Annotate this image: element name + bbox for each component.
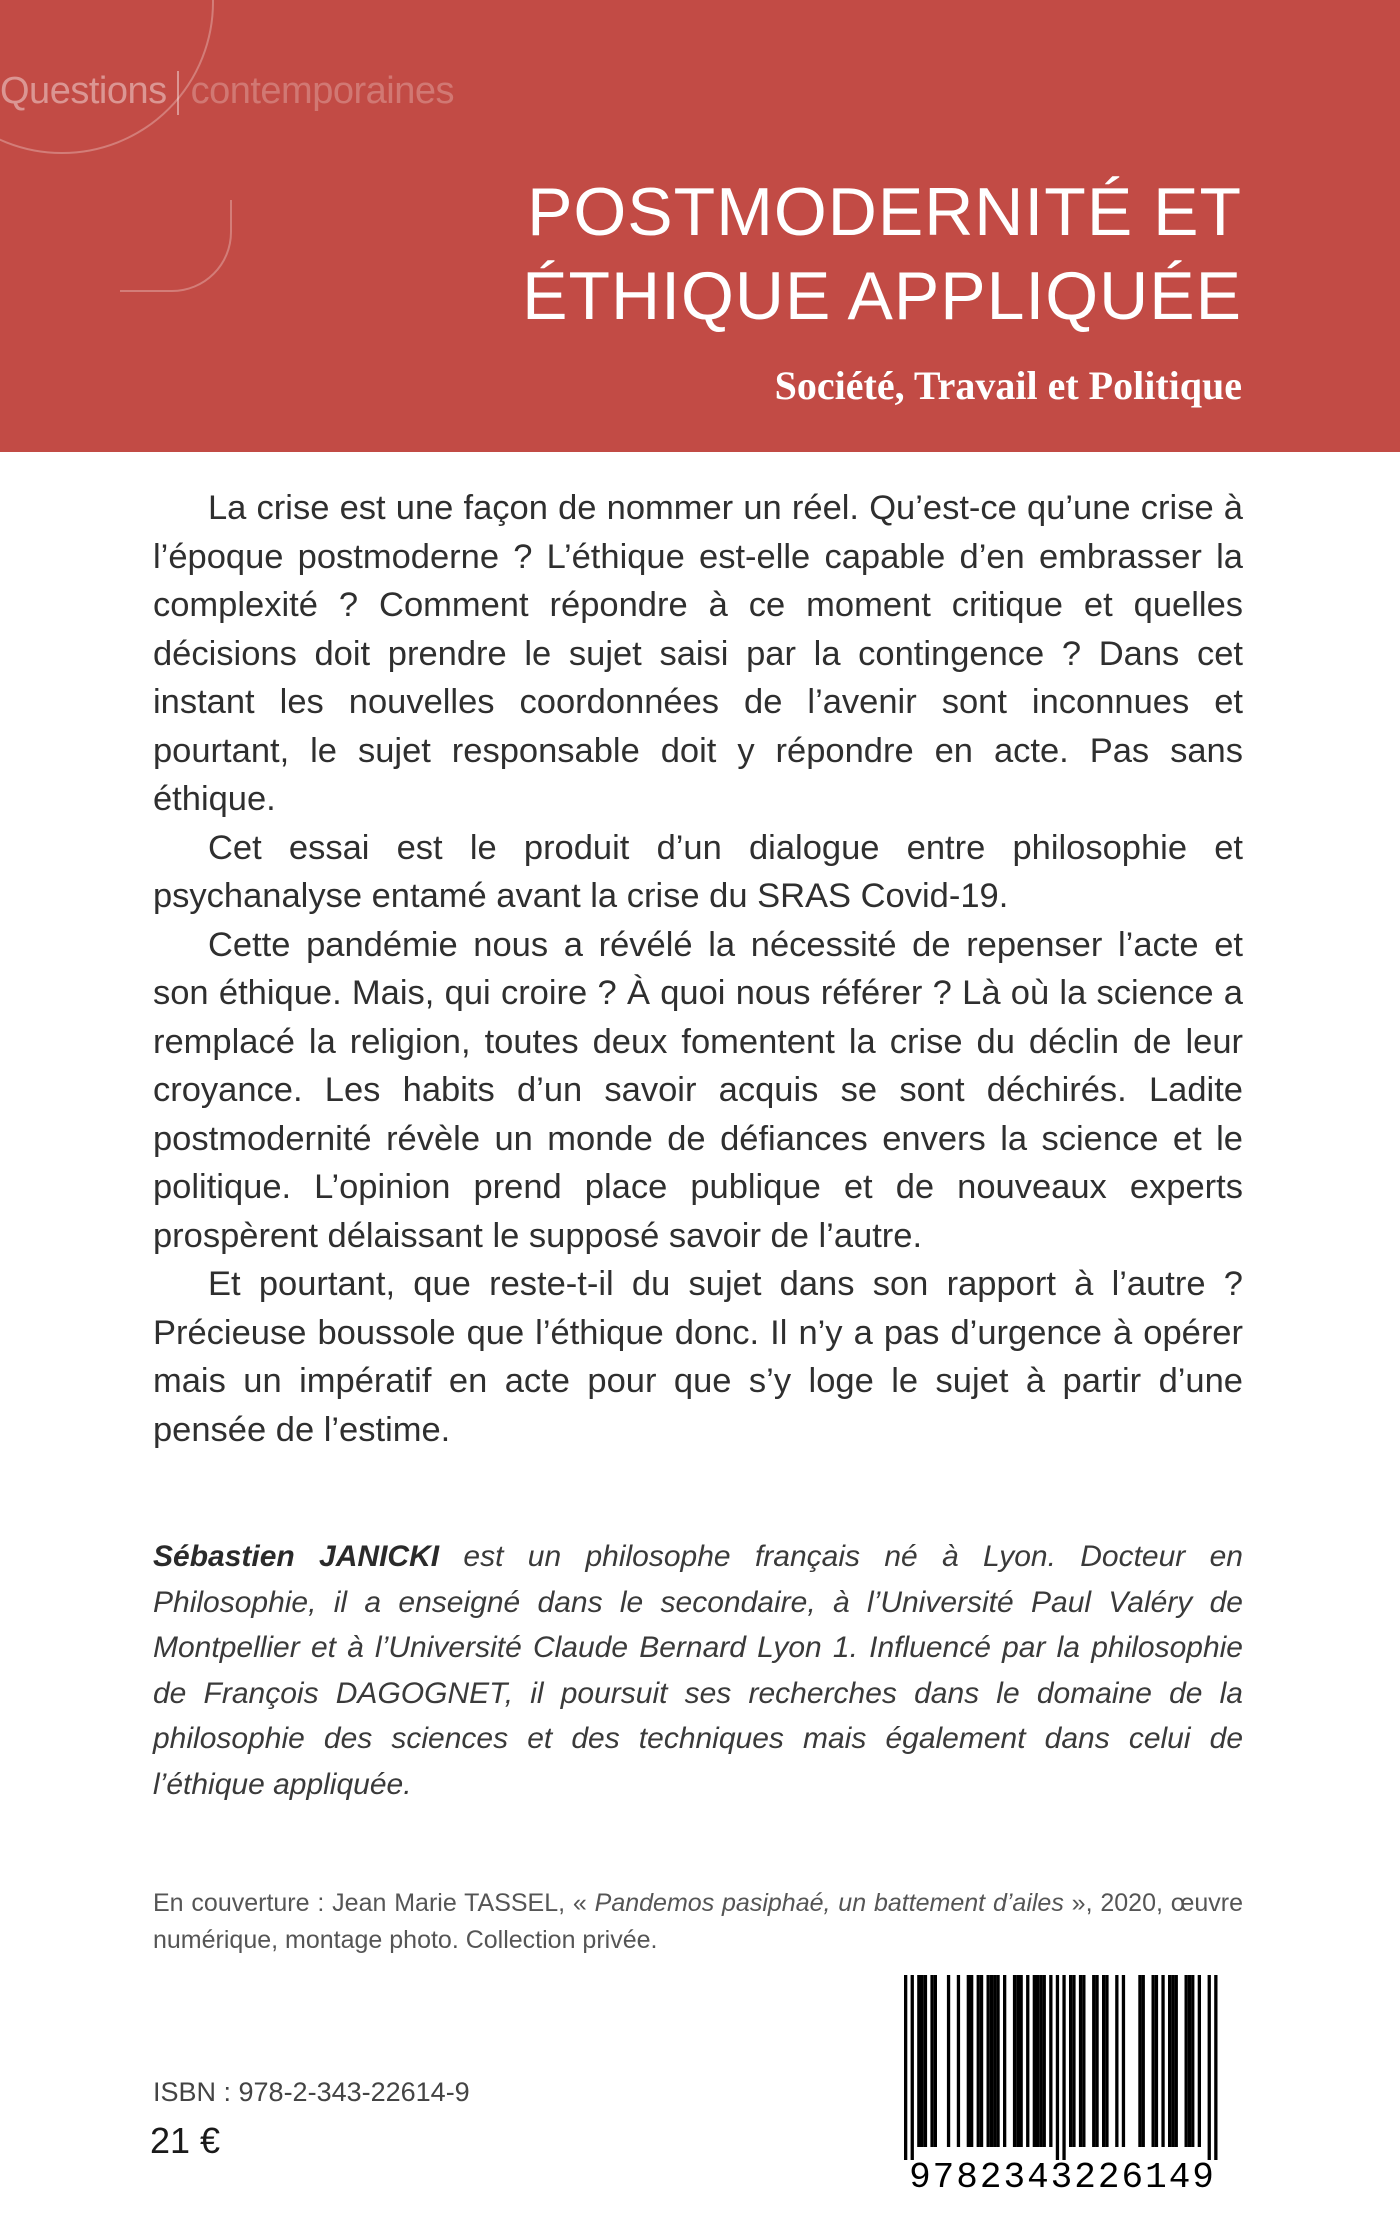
barcode-bar [1191,1975,1194,2147]
isbn: ISBN : 978-2-343-22614-9 [153,2077,470,2107]
barcode-bar [1020,1975,1023,2147]
barcode [880,1975,1245,2207]
barcode-bar [1152,1975,1155,2147]
cover-credit-suffix: », 2020, œuvre numérique, montage photo. Collection privée. [153,1889,1244,1954]
barcode-bar [1043,1975,1046,2147]
barcode-bar [911,1975,914,2160]
blurb-paragraph: La crise est une façon de nommer un réel. Qu’est-ce qu’une crise à l’époque postmoderne ? L’éthique est-elle capable d’en embrasser la complexité ? Comment répondre à ce moment critique et quelles décisions doit prendre le sujet saisi par la contingence ? Dans cet instant les nouvelles coordonnées de l’avenir sont inconnues et pourtant, le sujet responsable doit y répondre en acte. Pas sans éthique. [153,489,1243,818]
barcode-bar [1214,1975,1217,2160]
barcode-bar [1105,1975,1108,2147]
book-title-line-2: ÉTHIQUE APPLIQUÉE [522,258,1242,334]
collection-name-part-1: Questions [0,70,167,112]
barcode-bar [1168,1975,1171,2147]
barcode-bar [1155,1975,1158,2147]
barcode-bar [1161,1975,1164,2147]
barcode-bar [1102,1975,1105,2147]
barcode-bar [1016,1975,1019,2147]
barcode-bar [1072,1975,1075,2147]
barcode-bar [1138,1975,1141,2147]
book-subtitle: Société, Travail et Politique [774,363,1242,408]
collection-separator [177,71,179,115]
barcode-bar [1049,1975,1052,2147]
author-bio [153,1534,1243,1807]
barcode-bar [987,1975,990,2147]
barcode-bar [970,1975,973,2147]
collection-name [0,70,454,115]
barcode-bar [1069,1975,1072,2147]
barcode-bar [1095,1975,1098,2147]
price: 21 € [150,2120,221,2161]
cover-credit-work: Pandemos pasiphaé, un battement d’ailes [594,1889,1064,1917]
barcode-bar [957,1975,960,2147]
barcode-bar [996,1975,999,2147]
cover-credit [153,1885,1243,1959]
barcode-bar [1208,1975,1211,2160]
barcode-bar [980,1975,983,2147]
barcode-bar [1142,1975,1145,2147]
blurb-paragraph: Cet essai est le produit d’un dialogue entre philosophie et psychanalyse entamé avant la crise du SRAS Covid-19. [153,828,1243,915]
barcode-bar [1188,1975,1191,2147]
barcode-digits: 9782343226149 [909,2157,1216,2198]
barcode-bar [1175,1975,1178,2147]
barcode-bar [1033,1975,1036,2147]
barcode-bar [1013,1975,1016,2147]
barcode-bar [1082,1975,1085,2147]
barcode-bar [1026,1975,1029,2147]
barcode-bar [1062,1975,1065,2160]
barcode-bar [934,1975,937,2147]
barcode-bar [930,1975,933,2147]
barcode-bar [990,1975,993,2147]
barcode-bar [977,1975,980,2147]
header-band [0,0,1400,452]
barcode-bar [1036,1975,1039,2147]
barcode-bar [1003,1975,1006,2147]
barcode-bar [1122,1975,1125,2147]
barcode-bar [1092,1975,1095,2147]
book-title-line-1: POSTMODERNITÉ ET [527,174,1242,250]
author-bio-text: est un philosophe français né à Lyon. Docteur en Philosophie, il a enseigné dans le secondaire, à l’Université Paul Valéry de Montpellier et à l’Université Claude Bernard Lyon 1. Influencé par la philosophie de François DAGOGNET, il poursuit ses recherches dans le domaine de la philosophie des sciences et des techniques mais également dans celui de l’éthique appliquée. [153,1540,1243,1801]
cover-credit-prefix: En couverture : Jean Marie TASSEL, « [153,1889,595,1917]
barcode-bar [1171,1975,1174,2147]
barcode-bar [1115,1975,1118,2147]
barcode-bar [993,1975,996,2147]
barcode-bar [1039,1975,1042,2147]
blurb-paragraph: Et pourtant, que reste-t-il du sujet dans son rapport à l’autre ? Précieuse boussole que l’éthique donc. Il n’y a pas d’urgence à opérer mais un impératif en acte pour que s’y loge le sujet à partir d’une pensée de l’estime. [153,1265,1243,1449]
barcode-bar [947,1975,950,2147]
barcode-bar [1185,1975,1188,2147]
barcode-bar [917,1975,920,2147]
blurb [153,484,1243,1454]
barcode-bar [921,1975,924,2147]
barcode-bar [967,1975,970,2147]
barcode-bar [904,1975,907,2160]
collection-q-logo-tail [120,200,232,292]
collection-name-part-2: contemporaines [190,70,454,112]
barcode-bar [1056,1975,1059,2160]
author-name: Sébastien JANICKI [153,1540,440,1573]
book-title [522,170,1242,338]
barcode-bar [1198,1975,1201,2147]
barcode-bar [924,1975,927,2147]
barcode-bars [880,1975,1245,2160]
barcode-bar [1079,1975,1082,2147]
blurb-paragraph: Cette pandémie nous a révélé la nécessité de repenser l’acte et son éthique. Mais, qui croire ? À quoi nous référer ? Là où la science a remplacé la religion, toutes deux fomentent la crise du déclin de leur croyance. Les habits d’un savoir acquis se sont déchirés. Ladite postmodernité révèle un monde de défiances envers la science et le politique. L’opinion prend place publique et de nouveaux experts prospèrent délaissant le supposé savoir de l’autre. [153,925,1243,1255]
